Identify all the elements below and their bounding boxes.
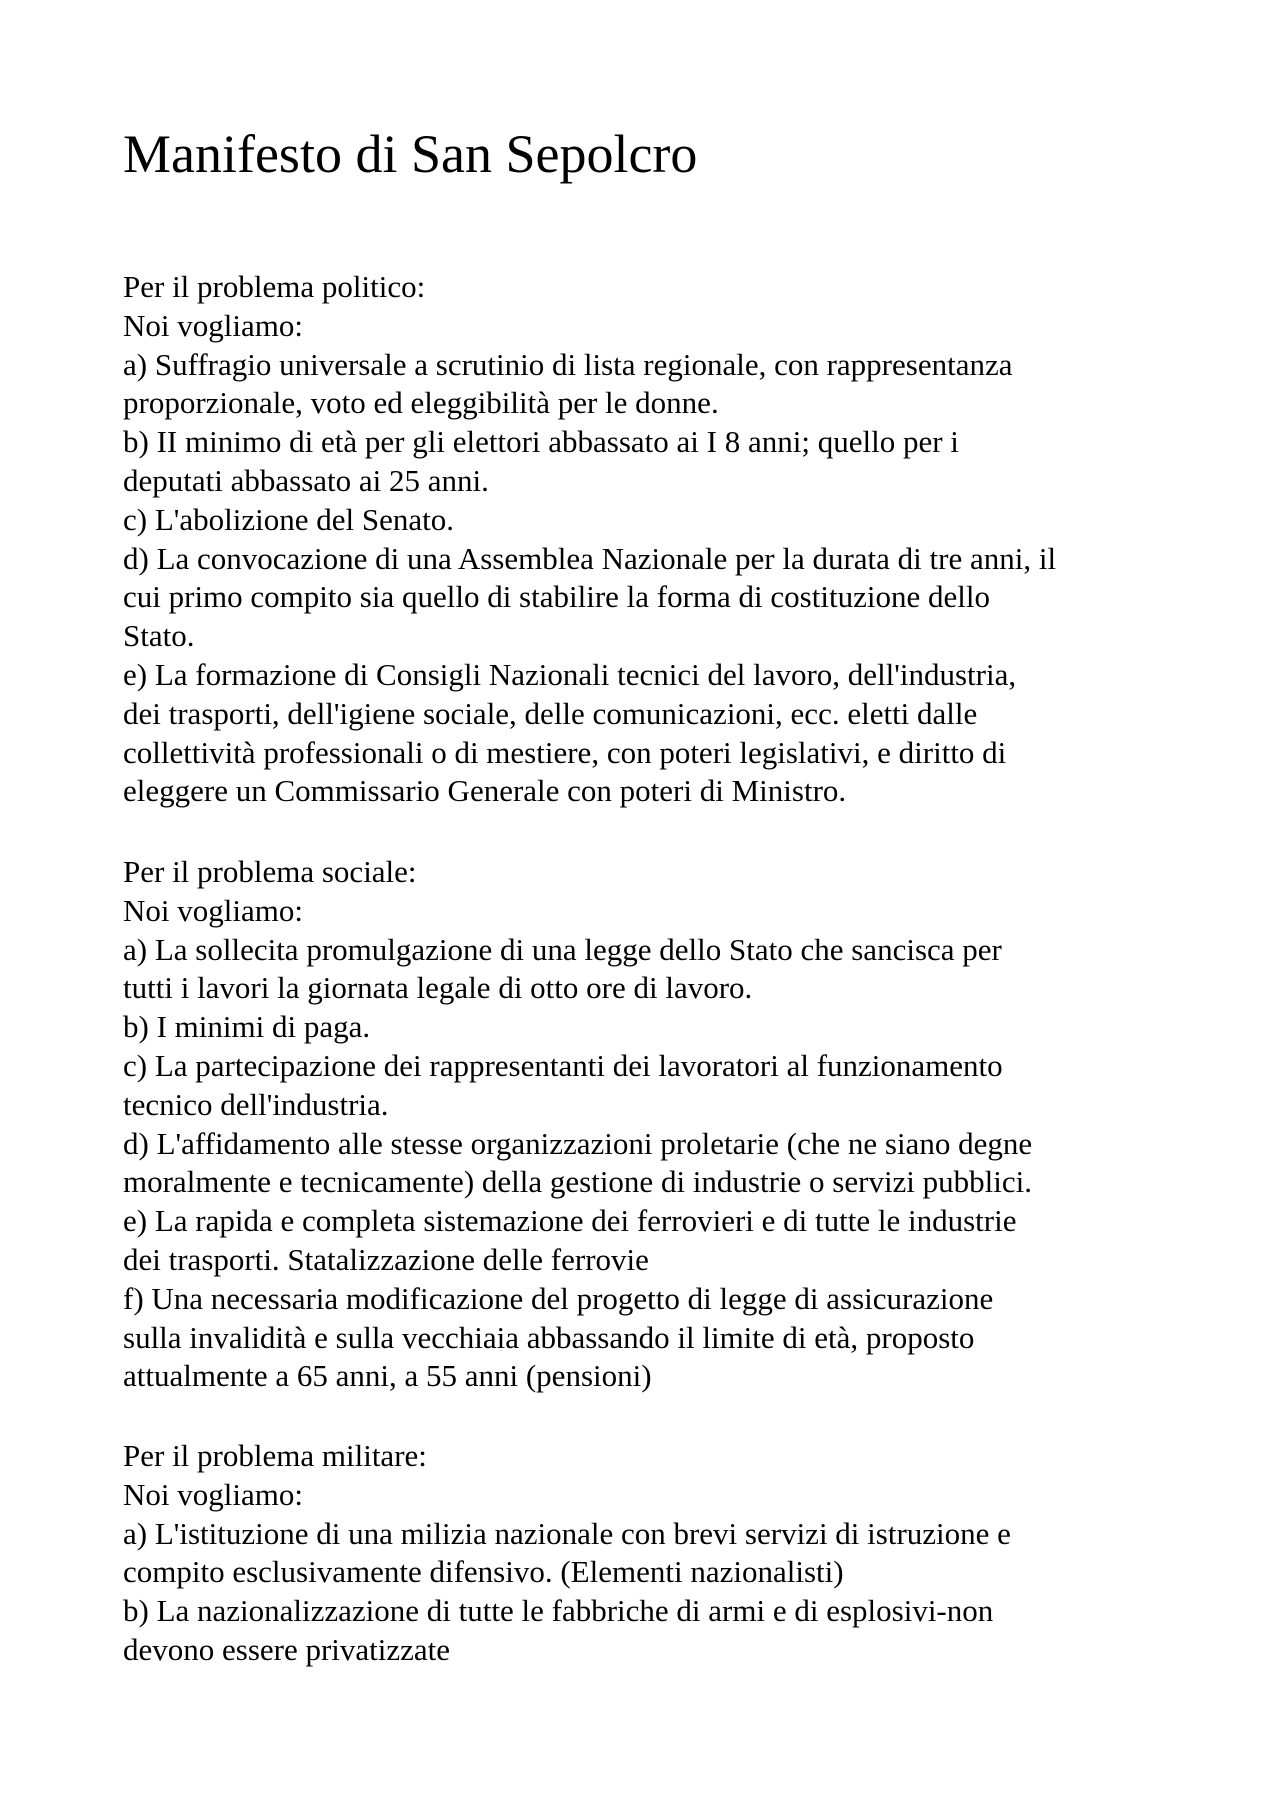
text-line: a) L'istituzione di una milizia nazionale con brevi servizi di istruzione e [123,1515,1011,1551]
text-line: c) La partecipazione dei rappresentanti dei lavoratori al funzionamento [123,1047,1003,1083]
document-title: Manifesto di San Sepolcro [123,124,698,184]
text-line: a) Suffragio universale a scrutinio di lista regionale, con rappresentanza [123,346,1013,382]
text-line: devono essere privatizzate [123,1631,451,1667]
text-line: c) L'abolizione del Senato. [123,501,454,537]
section-heading: Per il problema militare: [123,1438,427,1473]
text-line: eleggere un Commissario Generale con poteri di Ministro. [123,773,847,809]
text-line: compito esclusivamente difensivo. (Elementi nazionalisti) [123,1554,844,1590]
text-line: b) I minimi di paga. [123,1009,371,1045]
text-line: attualmente a 65 anni, a 55 anni (pensioni) [123,1358,652,1394]
text-line: moralmente e tecnicamente) della gestione di industrie o servizi pubblici. [123,1164,1033,1200]
text-line: f) Una necessaria modificazione del progetto di legge di assicurazione [123,1280,994,1316]
section-heading: Per il problema politico: [123,269,426,304]
section-intro: Noi vogliamo: [123,1476,303,1512]
section-military [123,1437,1183,1670]
text-line: deputati abbassato ai 25 anni. [123,462,489,498]
section-heading: Per il problema sociale: [123,854,417,889]
text-line: proporzionale, voto ed eleggibilità per le donne. [123,385,719,421]
section-political [123,268,1183,811]
text-line: collettività professionali o di mestiere, con poteri legislativi, e diritto di [123,734,1007,770]
section-social [123,853,1183,1396]
section-intro: Noi vogliamo: [123,307,303,343]
text-line: tutti i lavori la giornata legale di otto ore di lavoro. [123,970,753,1006]
text-line: a) La sollecita promulgazione di una legge dello Stato che sancisca per [123,931,1002,967]
text-line: b) La nazionalizzazione di tutte le fabbriche di armi e di esplosivi-non [123,1593,994,1629]
text-line: d) La convocazione di una Assemblea Nazionale per la durata di tre anni, il [123,540,1057,576]
text-line: dei trasporti, dell'igiene sociale, delle comunicazioni, ecc. eletti dalle [123,695,978,731]
text-line: b) II minimo di età per gli elettori abbassato ai I 8 anni; quello per i [123,424,959,460]
text-line: d) L'affidamento alle stesse organizzazioni proletarie (che ne siano degne [123,1125,1033,1161]
text-line: e) La formazione di Consigli Nazionali tecnici del lavoro, dell'industria, [123,656,1017,692]
text-line: dei trasporti. Statalizzazione delle ferrovie [123,1241,649,1277]
text-line: tecnico dell'industria. [123,1086,389,1122]
text-line: sulla invalidità e sulla vecchiaia abbassando il limite di età, proposto [123,1319,975,1355]
text-line: cui primo compito sia quello di stabilire la forma di costituzione dello [123,579,990,615]
text-line: e) La rapida e completa sistemazione dei ferrovieri e di tutte le industrie [123,1203,1017,1239]
text-line: Stato. [123,618,195,654]
section-intro: Noi vogliamo: [123,892,303,928]
